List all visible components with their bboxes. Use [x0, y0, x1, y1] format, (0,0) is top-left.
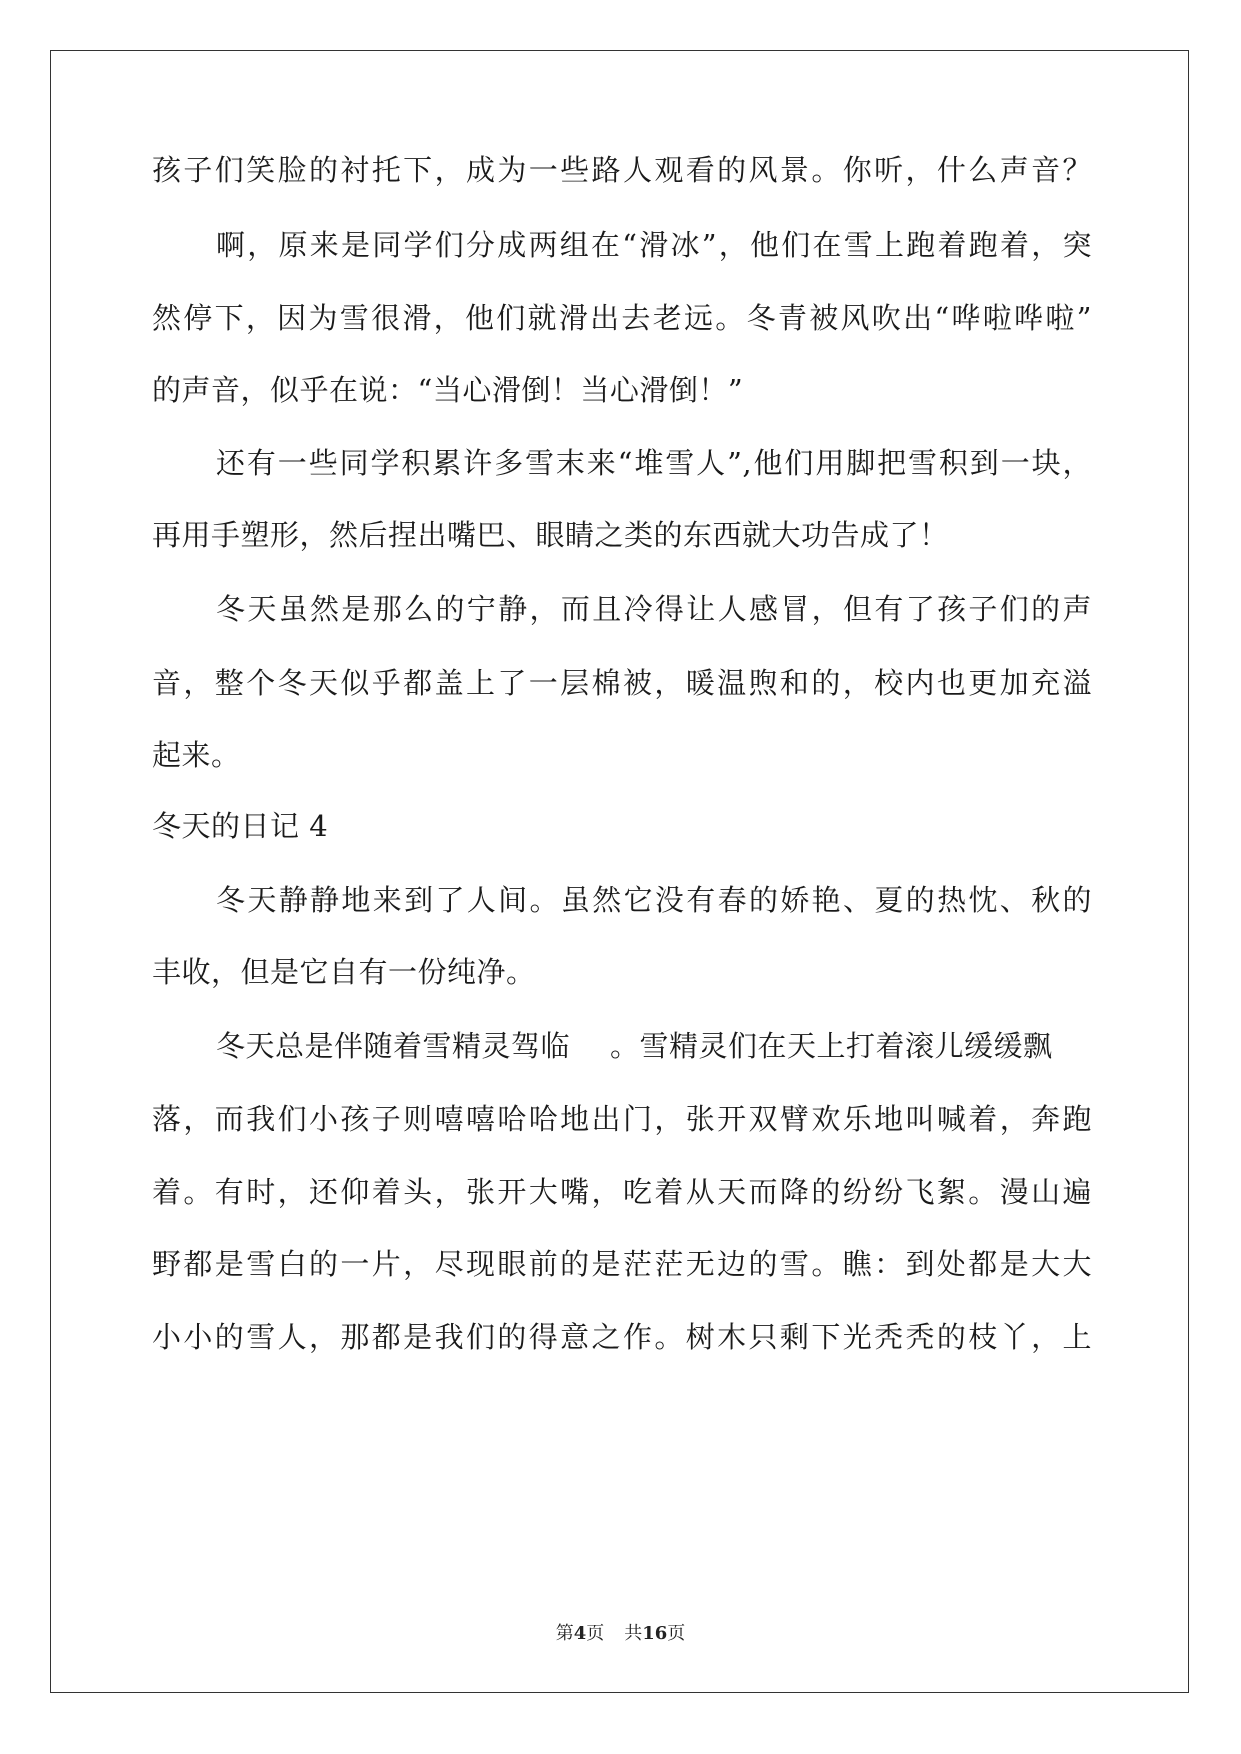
text-line: 孩子们笑脸的衬托下，成为一些路人观看的风景。你听，什么声音？: [152, 153, 1092, 187]
footer-total-prefix: 共: [624, 1623, 643, 1644]
footer-page-prefix: 第: [555, 1623, 574, 1644]
section-heading: 冬天的日记 4: [152, 809, 329, 843]
text-line: 还有一些同学积累许多雪末来“堆雪人”,他们用脚把雪积到一块，: [216, 446, 1092, 480]
text-line: 啊，原来是同学们分成两组在“滑冰”，他们在雪上跑着跑着，突: [216, 228, 1092, 262]
text-fragment: 。雪精灵们在天上打着滚儿缓缓飘: [610, 1029, 1053, 1063]
text-line: 冬天虽然是那么的宁静，而且冷得让人感冒，但有了孩子们的声: [216, 592, 1092, 626]
text-line: 起来。: [152, 738, 241, 772]
footer-page-suffix: 页: [586, 1623, 605, 1644]
page-border: [50, 50, 1189, 1693]
text-line: 然停下，因为雪很滑，他们就滑出去老远。冬青被风吹出“哗啦哗啦”: [152, 301, 1092, 335]
text-fragment: 冬天总是伴随着雪精灵驾临: [216, 1029, 571, 1063]
text-line: 落，而我们小孩子则嘻嘻哈哈地出门，张开双臂欢乐地叫喊着，奔跑: [152, 1102, 1092, 1136]
page-footer: [0, 1622, 1241, 1646]
text-line: 音，整个冬天似乎都盖上了一层棉被，暖温煦和的，校内也更加充溢: [152, 666, 1092, 700]
text-line: [216, 1026, 1092, 1066]
footer-current-page: 4: [573, 1623, 587, 1644]
text-line: 再用手塑形，然后捏出嘴巴、眼睛之类的东西就大功告成了！: [152, 518, 949, 552]
text-line: 小小的雪人，那都是我们的得意之作。树木只剩下光秃秃的枝丫，上: [152, 1320, 1092, 1354]
footer-total-pages: 16: [642, 1623, 668, 1644]
text-line: 野都是雪白的一片，尽现眼前的是茫茫无边的雪。瞧：到处都是大大: [152, 1247, 1092, 1281]
text-line: 着。有时，还仰着头，张开大嘴，吃着从天而降的纷纷飞絮。漫山遍: [152, 1175, 1092, 1209]
text-line: 丰收，但是它自有一份纯净。: [152, 955, 536, 989]
text-line: 冬天静静地来到了人间。虽然它没有春的娇艳、夏的热忱、秋的: [216, 883, 1092, 917]
footer-total-suffix: 页: [667, 1623, 686, 1644]
text-line: 的声音，似乎在说：“当心滑倒！当心滑倒！”: [152, 373, 744, 407]
